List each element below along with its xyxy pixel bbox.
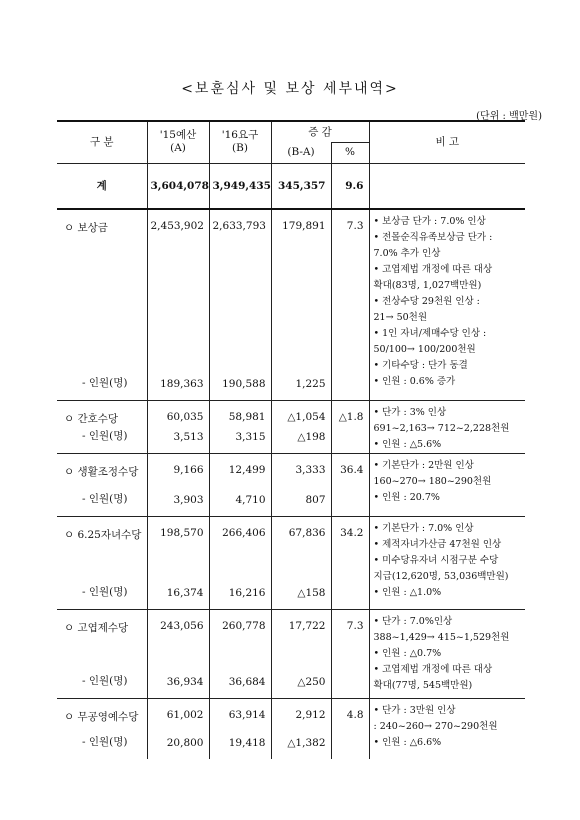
group-a-cell bbox=[147, 209, 209, 401]
note-line: • 인원 : △5.6% bbox=[373, 438, 442, 450]
group-pct-cell bbox=[331, 453, 369, 516]
group-pct-cell bbox=[331, 609, 369, 698]
group-label: ㅇ 간호수당 bbox=[64, 412, 119, 425]
group-a-cell bbox=[147, 453, 209, 516]
cell-main: 260,778 bbox=[222, 619, 266, 632]
group-label: ㅇ 보상금 bbox=[64, 221, 108, 234]
note-line: • 1인 자녀/제매수당 인상 : bbox=[373, 327, 487, 339]
cell-sub: 19,418 bbox=[228, 736, 266, 749]
group-diff-cell bbox=[271, 209, 331, 401]
budget-table bbox=[57, 120, 525, 759]
group-pct: △1.8 bbox=[338, 410, 364, 423]
total-b: 3,949,435 bbox=[209, 163, 271, 209]
cell-sub: 3,315 bbox=[235, 430, 266, 443]
total-diff: 345,357 bbox=[271, 163, 331, 209]
note-line: • 단가 : 3% 인상 bbox=[373, 406, 447, 418]
group-pct: 34.2 bbox=[340, 526, 364, 539]
group-diff-cell bbox=[271, 400, 331, 453]
header-col-b bbox=[209, 121, 271, 163]
cell-sub: 1,225 bbox=[295, 377, 326, 390]
header-pct: % bbox=[331, 143, 369, 164]
group-label-cell bbox=[57, 400, 147, 453]
group-diff-cell bbox=[271, 516, 331, 609]
group-label: ㅇ 무공영예수당 bbox=[64, 710, 139, 723]
cell-main: △1,054 bbox=[287, 410, 326, 423]
cell-main: 58,981 bbox=[228, 410, 266, 423]
cell-main: 61,002 bbox=[166, 708, 204, 721]
cell-sub: 20,800 bbox=[166, 736, 204, 749]
note-line: • 기타수당 : 단가 동결 bbox=[373, 359, 468, 371]
note-line: 지급(12,620명, 53,036백만원) bbox=[373, 570, 509, 582]
note-line: 691~2,163→ 712~2,228천원 bbox=[373, 422, 510, 434]
note-line: • 전몰순직유족보상금 단가 : bbox=[373, 231, 493, 243]
note-line: • 제적자녀가산금 47천원 인상 bbox=[373, 538, 502, 550]
group-pct: 7.3 bbox=[346, 219, 364, 232]
header-col-b-line2: (B) bbox=[232, 142, 248, 155]
note-line: 388~1,429→ 415~1,529천원 bbox=[373, 631, 510, 643]
cell-sub: △250 bbox=[297, 675, 326, 688]
cell-main: 60,035 bbox=[166, 410, 204, 423]
note-line: 확대(83명, 1,027백만원) bbox=[373, 279, 482, 291]
note-line: • 단가 : 7.0%인상 bbox=[373, 615, 453, 627]
note-line: • 인원 : △6.6% bbox=[373, 736, 442, 748]
group-a-cell bbox=[147, 516, 209, 609]
cell-main: 2,633,793 bbox=[212, 219, 266, 232]
total-row bbox=[57, 163, 525, 209]
group-label-cell bbox=[57, 609, 147, 698]
group-label: ㅇ 고엽제수당 bbox=[64, 621, 129, 634]
header-col-a-line1: '15예산 bbox=[159, 129, 197, 142]
header-col-a-line2: (A) bbox=[170, 142, 186, 155]
group-row bbox=[57, 698, 525, 759]
cell-sub: 16,216 bbox=[228, 586, 266, 599]
note-line: • 고엽제법 개정에 따른 대상 bbox=[373, 263, 493, 275]
page-title: <보훈심사 및 보상 세부내역> bbox=[181, 81, 399, 97]
note-line: • 인원 : 0.6% 증가 bbox=[373, 375, 456, 387]
group-notes-cell bbox=[369, 400, 525, 453]
group-a-cell bbox=[147, 698, 209, 759]
group-pct-cell bbox=[331, 516, 369, 609]
note-line: • 인원 : 20.7% bbox=[373, 491, 440, 503]
group-pct: 4.8 bbox=[346, 708, 364, 721]
group-b-cell bbox=[209, 698, 271, 759]
group-pct: 7.3 bbox=[346, 619, 364, 632]
group-notes-cell bbox=[369, 609, 525, 698]
cell-sub: 16,374 bbox=[166, 586, 204, 599]
group-b-cell bbox=[209, 516, 271, 609]
note-line: : 240~260→ 270~290천원 bbox=[373, 720, 498, 732]
cell-main: 2,453,902 bbox=[150, 219, 204, 232]
note-line: • 보상금 단가 : 7.0% 인상 bbox=[373, 215, 486, 227]
group-a-cell bbox=[147, 609, 209, 698]
total-a: 3,604,078 bbox=[147, 163, 209, 209]
cell-main: 67,836 bbox=[288, 526, 326, 539]
group-label: ㅇ 6.25자녀수당 bbox=[64, 528, 142, 541]
group-pct-cell bbox=[331, 698, 369, 759]
group-b-cell bbox=[209, 609, 271, 698]
note-line: • 기본단가 : 2만원 인상 bbox=[373, 459, 474, 471]
group-notes-cell bbox=[369, 209, 525, 401]
group-label: ㅇ 생활조정수당 bbox=[64, 465, 139, 478]
group-row bbox=[57, 453, 525, 516]
group-sub-label: - 인원(명) bbox=[82, 735, 128, 748]
group-sub-label: - 인원(명) bbox=[82, 585, 128, 598]
header-note: 비 고 bbox=[369, 121, 525, 163]
group-row bbox=[57, 609, 525, 698]
group-label-cell bbox=[57, 698, 147, 759]
cell-main: 266,406 bbox=[222, 526, 266, 539]
header-category: 구 분 bbox=[57, 121, 147, 163]
note-line: • 고엽제법 개정에 따른 대상 bbox=[373, 663, 493, 675]
cell-main: 3,333 bbox=[295, 463, 326, 476]
group-a-cell bbox=[147, 400, 209, 453]
header-row bbox=[57, 121, 525, 143]
group-row bbox=[57, 400, 525, 453]
cell-main: 198,570 bbox=[160, 526, 204, 539]
group-diff-cell bbox=[271, 453, 331, 516]
group-row bbox=[57, 516, 525, 609]
group-pct: 36.4 bbox=[340, 463, 364, 476]
cell-main: 17,722 bbox=[288, 619, 326, 632]
group-b-cell bbox=[209, 400, 271, 453]
group-diff-cell bbox=[271, 698, 331, 759]
cell-sub: 807 bbox=[305, 493, 326, 506]
cell-sub: 190,588 bbox=[222, 377, 266, 390]
cell-sub: 4,710 bbox=[235, 493, 266, 506]
group-pct-cell bbox=[331, 209, 369, 401]
group-sub-label: - 인원(명) bbox=[82, 429, 128, 442]
group-sub-label: - 인원(명) bbox=[82, 492, 128, 505]
note-line: 50/100→ 100/200천원 bbox=[373, 343, 476, 355]
note-line: 160~270→ 180~290천원 bbox=[373, 475, 492, 487]
group-label-cell bbox=[57, 453, 147, 516]
note-line: • 인원 : △1.0% bbox=[373, 586, 442, 598]
cell-main: 179,891 bbox=[282, 219, 326, 232]
group-diff-cell bbox=[271, 609, 331, 698]
cell-sub: △1,382 bbox=[287, 736, 326, 749]
group-label-cell bbox=[57, 209, 147, 401]
group-b-cell bbox=[209, 209, 271, 401]
cell-sub: 3,513 bbox=[173, 430, 204, 443]
total-pct: 9.6 bbox=[331, 163, 369, 209]
group-label-cell bbox=[57, 516, 147, 609]
cell-sub: 36,684 bbox=[228, 675, 266, 688]
total-label: 계 bbox=[57, 163, 147, 209]
group-row bbox=[57, 209, 525, 401]
note-line: • 기본단가 : 7.0% 인상 bbox=[373, 522, 474, 534]
note-line: 확대(77명, 545백만원) bbox=[373, 679, 473, 691]
cell-sub: 189,363 bbox=[160, 377, 204, 390]
group-notes-cell bbox=[369, 516, 525, 609]
header-col-a bbox=[147, 121, 209, 163]
note-line: • 단가 : 3만원 인상 bbox=[373, 704, 456, 716]
cell-main: 63,914 bbox=[228, 708, 266, 721]
unit-label: (단위 : 백만원) bbox=[476, 111, 542, 122]
group-sub-label: - 인원(명) bbox=[82, 376, 128, 389]
cell-sub: △158 bbox=[297, 586, 326, 599]
cell-main: 9,166 bbox=[173, 463, 204, 476]
group-b-cell bbox=[209, 453, 271, 516]
group-notes-cell bbox=[369, 453, 525, 516]
header-col-b-line1: '16요구 bbox=[221, 129, 259, 142]
header-diff-sub: (B-A) bbox=[271, 143, 331, 164]
cell-main: 243,056 bbox=[160, 619, 204, 632]
cell-main: 12,499 bbox=[228, 463, 266, 476]
group-pct-cell bbox=[331, 400, 369, 453]
note-line: • 전상수당 29천원 인상 : bbox=[373, 295, 480, 307]
header-diff: 증 감 bbox=[308, 125, 332, 138]
cell-sub: △198 bbox=[297, 430, 326, 443]
total-note bbox=[369, 163, 525, 209]
note-line: 21→ 50천원 bbox=[373, 311, 428, 323]
note-line: • 미수당유자녀 시점구분 수당 bbox=[373, 554, 499, 566]
group-notes-cell bbox=[369, 698, 525, 759]
cell-main: 2,912 bbox=[295, 708, 326, 721]
cell-sub: 36,934 bbox=[166, 675, 204, 688]
note-line: • 인원 : △0.7% bbox=[373, 647, 442, 659]
note-line: 7.0% 추가 인상 bbox=[373, 247, 441, 259]
cell-sub: 3,903 bbox=[173, 493, 204, 506]
group-sub-label: - 인원(명) bbox=[82, 674, 128, 687]
